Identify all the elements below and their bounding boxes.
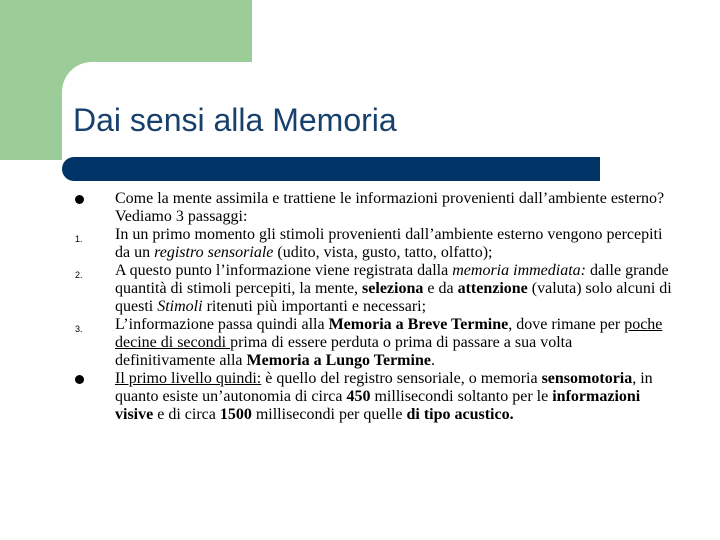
bullet-dot-icon [72,190,102,209]
item-number: 3. [75,324,83,334]
list-item [72,370,672,424]
item-text: L’informazione passa quindi alla Memoria a Breve Termine, dove rimane per poche decine di secondi prima di essere perduta o prima di passare a sua volta definitivamente alla Memoria a Lungo Termine. [115,316,663,369]
item-text: A questo punto l’informazione viene registrata dalla memoria immediata: dalle grande quantità di stimoli percepiti, la mente, seleziona e da attenzione (valuta) solo alcuni di questi Stimoli ritenuti più importanti e necessari; [115,262,672,315]
item-text: In un primo momento gli stimoli provenienti dall’ambiente esterno vengono percepiti da un registro sensoriale (udito, vista, gusto, tatto, olfatto); [115,226,663,261]
list-item [72,262,672,316]
list-item [72,316,672,370]
item-text: Come la mente assimila e trattiene le informazioni provenienti dall’ambiente esterno? Vediamo 3 passaggi: [115,190,665,225]
bullet-dot-icon [72,370,102,389]
list-item [72,190,672,226]
bullet-list [72,190,672,424]
title-underline-bar [62,157,600,181]
item-number: 2. [75,270,83,280]
list-item [72,226,672,262]
item-text: Il primo livello quindi: è quello del registro sensoriale, o memoria sensomotoria, in quanto esiste un’autonomia di circa 450 millisecondi soltanto per le informazioni visive e di circa 1500 millisecondi per quelle di tipo acustico. [115,370,653,423]
slide-title: Dai sensi alla Memoria [73,102,397,138]
item-number: 1. [75,234,83,244]
